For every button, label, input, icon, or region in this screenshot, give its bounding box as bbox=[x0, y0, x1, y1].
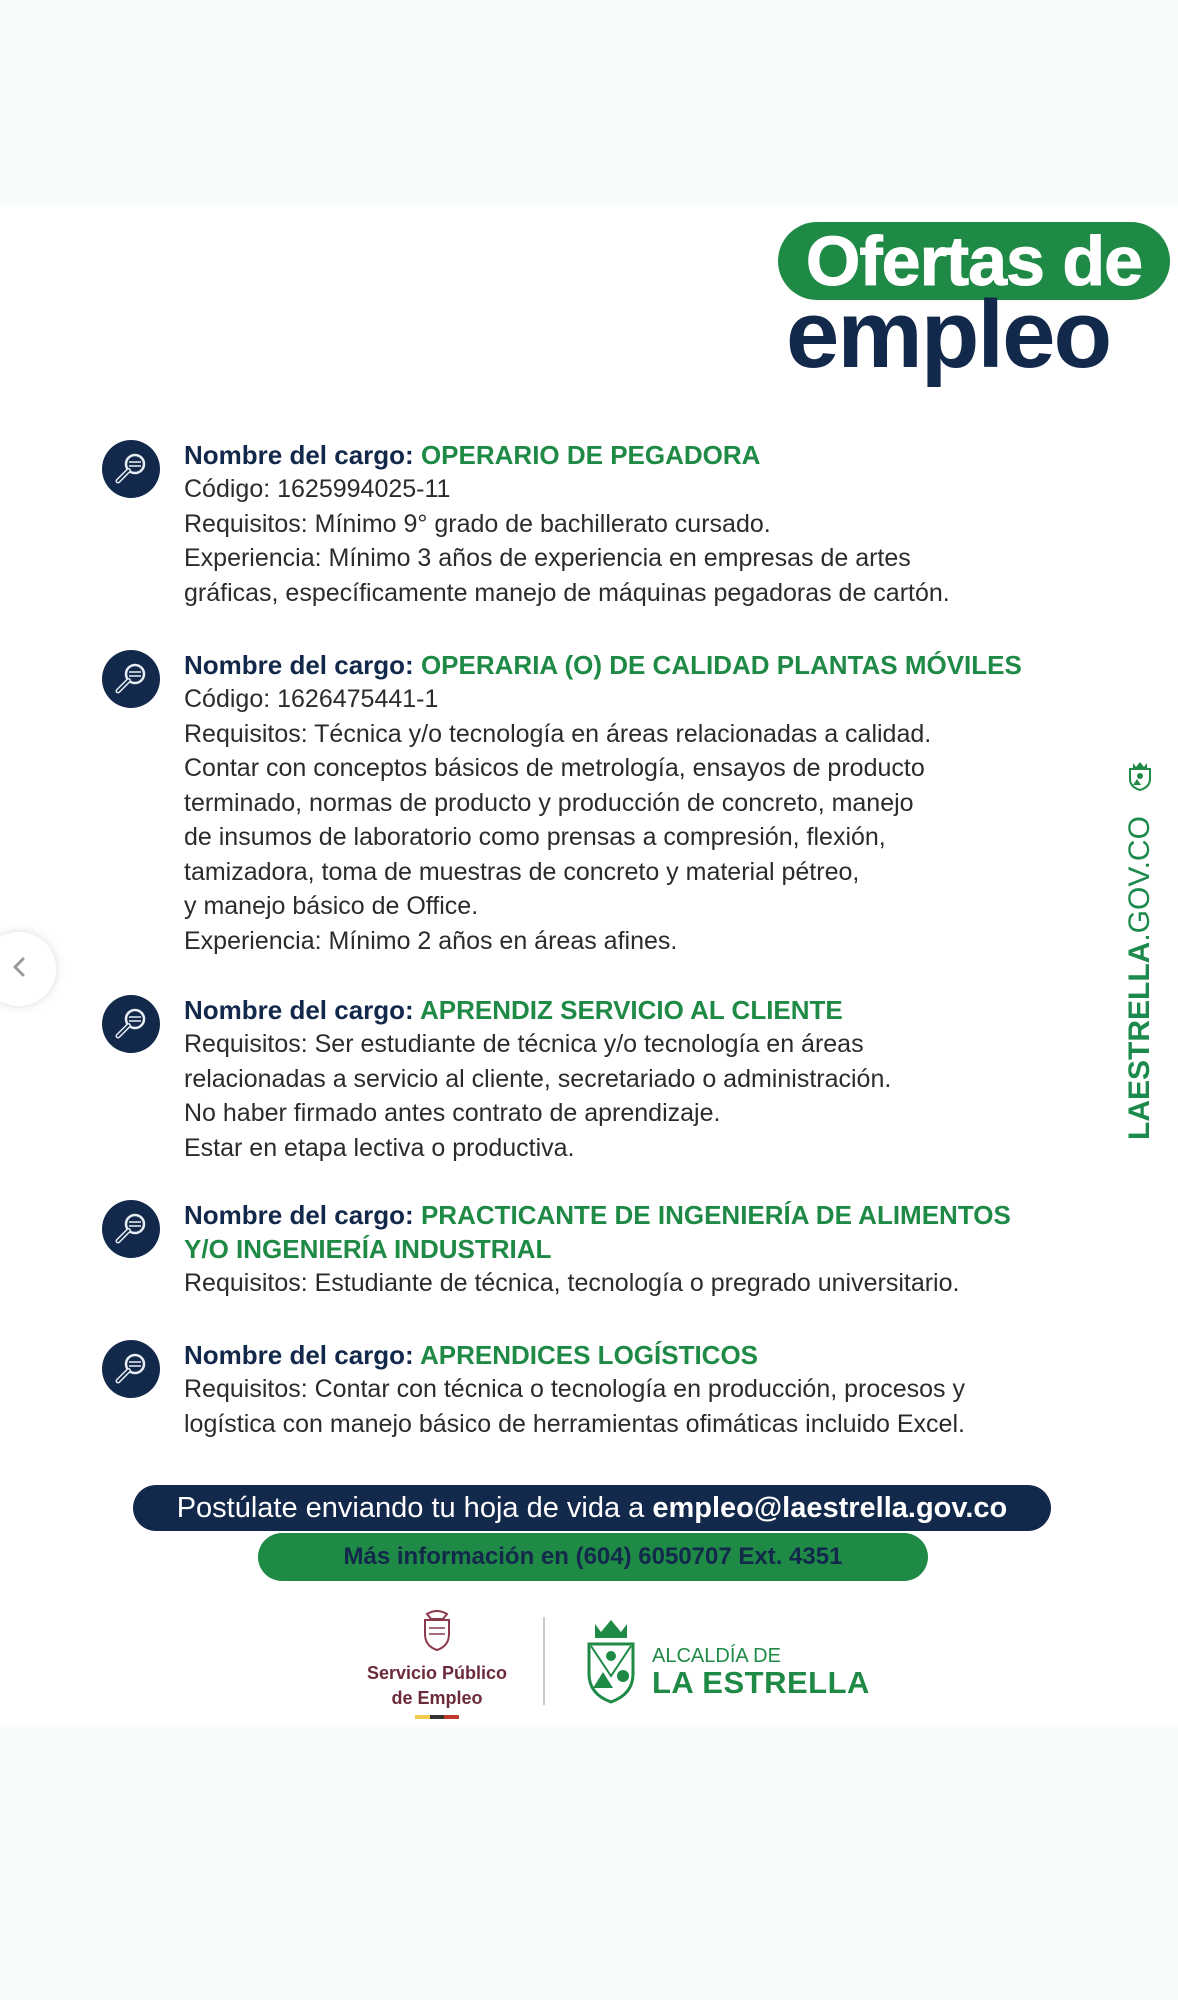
servicio-publico-empleo-logo bbox=[352, 1610, 522, 1719]
job-label: Nombre del cargo: bbox=[184, 1340, 414, 1370]
search-icon bbox=[102, 650, 160, 708]
search-icon bbox=[102, 1200, 160, 1258]
job-requirements-cont: relacionadas a servicio al cliente, secretariado o administración. bbox=[184, 1064, 892, 1093]
job-title bbox=[184, 1198, 1104, 1232]
side-url bbox=[1121, 766, 1159, 1140]
alcaldia-small: ALCALDÍA DE bbox=[652, 1645, 781, 1667]
job-requirements: Requisitos: Ser estudiante de técnica y/o tecnología en áreas bbox=[184, 1030, 864, 1058]
job-title bbox=[184, 1338, 1104, 1372]
job-requirements-cont: de insumos de laboratorio como prensas a compresión, flexión, bbox=[184, 823, 886, 851]
info-banner: Más información en (604) 6050707 Ext. 4351 bbox=[258, 1533, 928, 1581]
apply-email-link[interactable]: empleo@laestrella.gov.co bbox=[652, 1492, 1008, 1524]
la-estrella-crest-icon bbox=[585, 1618, 637, 1709]
job-title-value: APRENDIZ SERVICIO AL CLIENTE bbox=[419, 995, 843, 1025]
job-experience: Experiencia: Mínimo 2 años en áreas afines. bbox=[184, 926, 678, 955]
side-url-domain: LAESTRELLA bbox=[1123, 941, 1156, 1140]
job-title bbox=[184, 993, 1104, 1027]
job-requirements: Requisitos: Contar con técnica o tecnología en producción, procesos y bbox=[184, 1375, 966, 1403]
job-requirements-cont: Estar en etapa lectiva o productiva. bbox=[184, 1133, 575, 1162]
colombia-crest-icon bbox=[352, 1610, 522, 1659]
spe-name-line-2: de Empleo bbox=[391, 1688, 483, 1708]
job-label: Nombre del cargo: bbox=[184, 995, 414, 1025]
job-title bbox=[184, 648, 1104, 682]
job-title-value: PRACTICANTE DE INGENIERÍA DE ALIMENTOS bbox=[420, 1200, 1011, 1230]
title-line-1: Ofertas de bbox=[805, 222, 1143, 300]
chevron-left-icon bbox=[5, 953, 33, 986]
job-requirements-cont: Contar con conceptos básicos de metrología, ensayos de producto bbox=[184, 754, 925, 782]
colombia-flag-stripe bbox=[415, 1715, 459, 1719]
logo-divider bbox=[543, 1617, 545, 1705]
job-requirements-cont: terminado, normas de producto y producción de concreto, manejo bbox=[184, 788, 914, 817]
job-requirements: Requisitos: Técnica y/o tecnología en áreas relacionadas a calidad. bbox=[184, 719, 932, 748]
apply-text: Postúlate enviando tu hoja de vida a bbox=[176, 1492, 653, 1524]
job-requirements-cont: logística con manejo básico de herramientas ofimáticas incluido Excel. bbox=[184, 1409, 965, 1438]
search-icon bbox=[102, 995, 160, 1053]
apply-banner bbox=[133, 1485, 1051, 1531]
job-requirements: Requisitos: Mínimo 9° grado de bachillerato cursado. bbox=[184, 509, 771, 538]
job-requirements: Requisitos: Estudiante de técnica, tecnología o pregrado universitario. bbox=[184, 1269, 960, 1297]
job-title-value-cont: Y/O INGENIERÍA INDUSTRIAL bbox=[184, 1234, 552, 1264]
job-title-value: OPERARIA (O) DE CALIDAD PLANTAS MÓVILES bbox=[420, 650, 1022, 680]
crest-icon bbox=[1126, 761, 1154, 799]
job-code: Código: 1626475441-1 bbox=[184, 685, 439, 713]
job-title-value: OPERARIO DE PEGADORA bbox=[420, 440, 761, 470]
job-title bbox=[184, 438, 1104, 472]
job-code: Código: 1625994025-11 bbox=[184, 475, 451, 503]
search-icon bbox=[102, 1340, 160, 1398]
job-experience-cont: gráficas, específicamente manejo de máquinas pegadoras de cartón. bbox=[184, 578, 950, 607]
job-experience: Experiencia: Mínimo 3 años de experiencia en empresas de artes bbox=[184, 544, 911, 572]
job-label: Nombre del cargo: bbox=[184, 440, 414, 470]
search-icon bbox=[102, 440, 160, 498]
job-title-cont bbox=[184, 1232, 1104, 1266]
job-label: Nombre del cargo: bbox=[184, 650, 414, 680]
job-label: Nombre del cargo: bbox=[184, 1200, 414, 1230]
spe-name-line-1: Servicio Público bbox=[366, 1663, 508, 1683]
title-line-2: empleo bbox=[786, 281, 1111, 388]
job-requirements-cont: tamizadora, toma de muestras de concreto y material pétreo, bbox=[184, 857, 860, 886]
alcaldia-big: LA ESTRELLA bbox=[652, 1665, 870, 1700]
job-requirements-cont: y manejo básico de Office. bbox=[184, 892, 479, 920]
alcaldia-logo-text bbox=[652, 1646, 870, 1700]
side-url-tld: .GOV.CO bbox=[1123, 816, 1156, 942]
job-title-value: APRENDICES LOGÍSTICOS bbox=[419, 1340, 759, 1370]
job-requirements-cont: No haber firmado antes contrato de aprendizaje. bbox=[184, 1099, 721, 1127]
